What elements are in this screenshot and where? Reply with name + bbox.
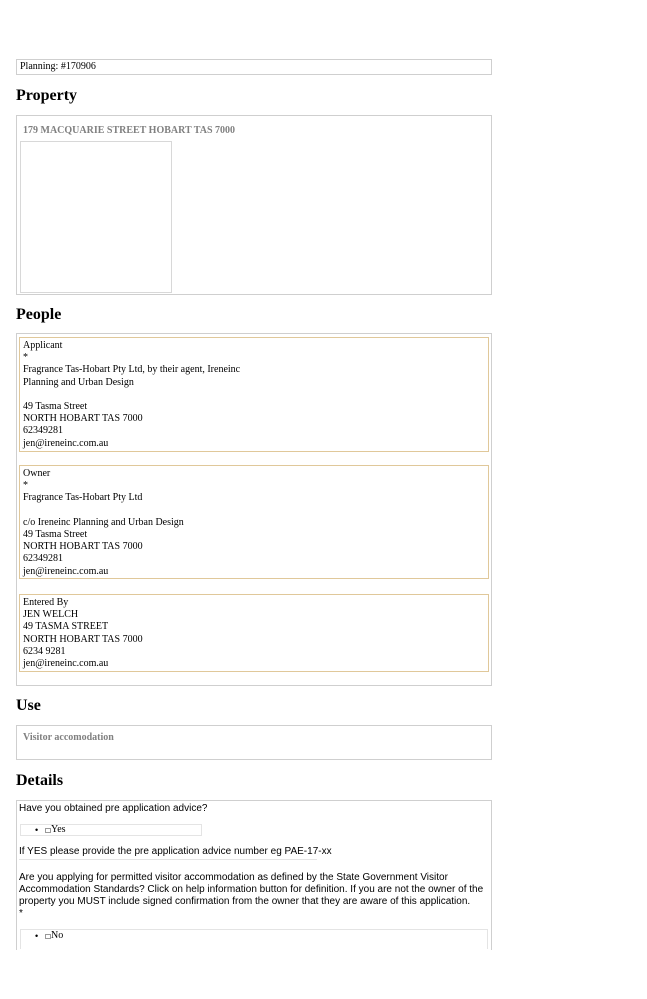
planning-reference: Planning: #170906 [16,59,492,75]
entered-by-phone: 6234 9281 [23,645,66,657]
blank-line [23,389,485,401]
required-marker: * [23,480,28,492]
entered-by-role: Entered By [23,597,69,608]
use-panel [16,725,492,760]
applicant-email[interactable]: jen@ireneinc.com.au [23,437,109,449]
entered-by-email[interactable]: jen@ireneinc.com.au [23,658,109,670]
question-visitor-accommodation-cont: property you MUST include signed confirmation from the owner that they are aware of this application. [19,896,471,907]
entered-by-name: JEN WELCH [23,609,79,621]
question-visitor-accommodation: Are you applying for permitted visitor accommodation as defined by the State Government Visitor [19,872,448,883]
applicant-suburb: NORTH HOBART TAS 7000 [23,413,143,425]
bullet: • [35,931,39,941]
section-heading-people: People [16,306,62,323]
required-marker: * [19,908,23,919]
applicant-street: 49 Tasma Street [23,401,88,412]
owner-street: 49 Tasma Street [23,529,88,540]
answer-visitor-accommodation [20,929,488,949]
required-marker: * [23,352,28,364]
entered-by-suburb: NORTH HOBART TAS 7000 [23,633,143,645]
property-map[interactable] [20,141,172,293]
details-panel [16,800,492,950]
use-value: Visitor accomodation [23,732,114,743]
owner-role: Owner [23,468,51,479]
property-address: 179 MACQUARIE STREET HOBART TAS 7000 [23,125,236,136]
question-visitor-accommodation-cont: Accommodation Standards? Click on help information button for definition. If you are not the owner of the [19,884,484,895]
owner-card [19,465,489,579]
bullet: • [35,825,39,835]
section-heading-details: Details [16,772,64,789]
people-panel [16,333,492,686]
owner-email[interactable]: jen@ireneinc.com.au [23,565,109,577]
owner-name: Fragrance Tas-Hobart Pty Ltd [23,492,143,504]
owner-phone: 62349281 [23,553,63,565]
section-heading-property: Property [16,87,78,104]
applicant-card [19,337,489,452]
applicant-role: Applicant [23,340,63,351]
answer-label: No [51,930,64,941]
property-panel [16,115,492,295]
section-heading-use: Use [16,697,41,714]
applicant-name-cont: Planning and Urban Design [23,376,134,388]
applicant-name: Fragrance Tas-Hobart Pty Ltd, by their agent, Ireneinc [23,364,241,376]
applicant-phone: 62349281 [23,425,63,437]
entered-by-street: 49 TASMA STREET [23,621,109,633]
question-pre-application: Have you obtained pre application advice? [19,803,208,814]
blank-line [23,505,485,517]
answer-label: Yes [51,824,66,835]
entered-by-card [19,594,489,672]
answer-pre-application [20,824,202,836]
divider [19,859,317,860]
owner-suburb: NORTH HOBART TAS 7000 [23,541,143,553]
owner-care-of: c/o Ireneinc Planning and Urban Design [23,516,184,528]
question-advice-number: If YES please provide the pre application advice number eg PAE-17-xx [19,846,332,857]
